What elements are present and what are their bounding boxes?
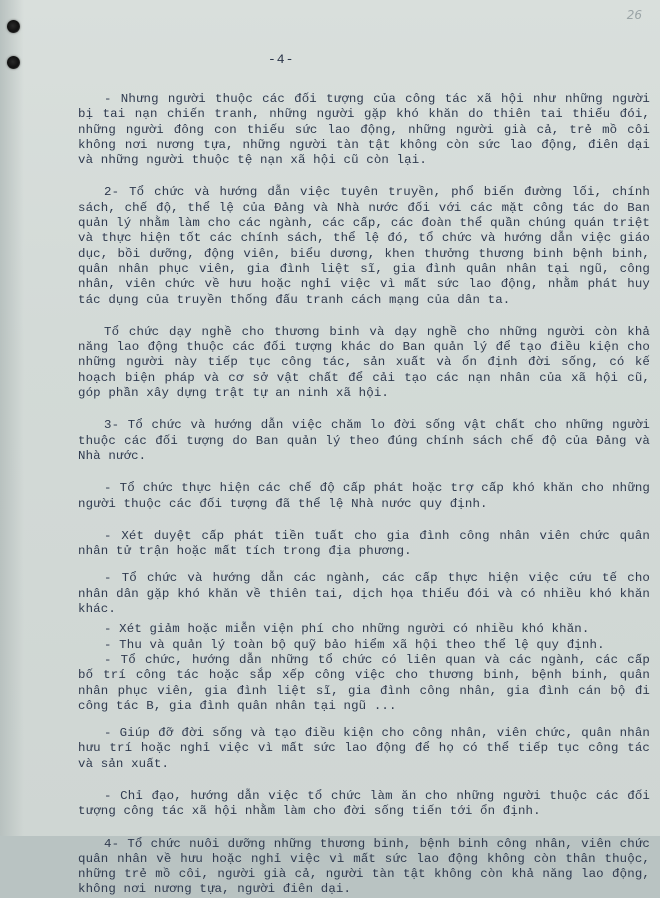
paragraph-survivor-pay: - Xét duyệt cấp phát tiền tuất cho gia đình công nhân viên chức quân nhân tử trận hoặc mất tích trong địa phương. [78,528,650,559]
paragraph-propaganda: 2- Tổ chức và hướng dẫn việc tuyên truyền, phổ biến đường lối, chính sách, chế độ, thể lệ của Đảng và Nhà nước đối với các mặt công tác do Ban quản lý nhằm làm cho các ngành, các cấp, các đoàn thể quần chúng quán triệt và thực hiện tốt các chính sách, thể lệ đó, tổ chức và hướng dẫn việc giáo dục, bồi dưỡng, động viên, biểu dương, khen thưởng thương binh bệnh binh, quân nhân phục viên, gia đình liệt sĩ, gia đình quân nhân tại ngũ, công nhân, viên chức về hưu hoặc nghỉ việc vì mất sức lao động, nhằm phát huy tác dụng của truyền thống đấu tranh cách mạng của dân ta. [78,185,650,307]
paragraph-social-targets: - Nhưng người thuộc các đối tượng của công tác xã hội như những người bị tai nạn chiến tranh, những người gặp khó khăn do thiên tai thiếu đói, những người đông con thiếu sức lao động, những người già cả, trẻ mồ côi không nơi nương tựa, những người tàn tật không còn sức lao động, điên dại và những người thuộc tệ nạn xã hội cũ còn lại. [78,92,650,168]
paragraph-allowances: - Tổ chức thực hiện các chế độ cấp phát hoặc trợ cấp khó khăn cho những người thuộc các đối tượng đã thể lệ Nhà nước quy định. [78,481,650,511]
paragraph-retiree-support: - Giúp đỡ đời sống và tạo điều kiện cho công nhân, viên chức, quân nhân hưu trí hoặc nghỉ việc vì mất sức lao động để họ có thể tiếp tục công tác và sản xuất. [78,726,650,771]
paragraph-job-placement: - Tổ chức, hướng dẫn những tổ chức có liên quan và các ngành, các cấp bố trí công tác hoặc sắp xếp công việc cho thương binh, bệnh binh, quân nhân phục viên, gia đình liệt sĩ, gia đình công nhân, gia đình cán bộ đi công tác B, gia đình quân nhân tại ngũ ... [78,652,650,713]
paragraph-insurance-fund: - Thu và quản lý toàn bộ quỹ bảo hiểm xã hội theo thể lệ quy định. [104,637,605,652]
binding-edge-shadow [0,0,24,836]
document-body [78,92,650,898]
folio-mark: 26 [626,8,642,22]
paragraph-relief: - Tổ chức và hướng dẫn các ngành, các cấp thực hiện việc cứu tế cho nhân dân gặp khó khăn về thiên tai, dịch họa thiếu đói và có nhiều khó khăn khác. [78,571,650,617]
paragraph-nurturing: 4- Tổ chức nuôi dưỡng những thương binh, bệnh binh công nhân, viên chức quân nhân về hưu hoặc nghỉ việc vì mất sức lao động không còn thân thuộc, những trẻ mồ côi, người già cả, người tàn tật không còn khả năng lao động, không nơi nương tựa, người điên dại. [78,836,650,897]
paragraph-material-care: 3- Tổ chức và hướng dẫn việc chăm lo đời sống vật chất cho những người thuộc các đối tượng do Ban quản lý theo đúng chính sách chế độ của Đảng và Nhà nước. [78,418,650,463]
page-number: -4- [268,52,295,67]
punch-hole-top [7,20,20,33]
paragraph-vocational-training: Tổ chức dạy nghề cho thương binh và dạy nghề cho những người còn khả năng lao động thuộc các đối tượng khác do Ban quản lý để tạo điều kiện cho những người này tiếp tục công tác, sản xuất và ổn định đời sống, có kế hoạch biện pháp và cơ sở vật chất để cải tạo các nạn nhân của xã hội cũ, góp phần xây dựng trật tự an ninh xã hội. [78,324,650,401]
paragraph-hospital-fees: - Xét giảm hoặc miễn viện phí cho những người có nhiều khó khăn. [104,622,590,637]
paragraph-livelihood: - Chỉ đạo, hướng dẫn việc tổ chức làm ăn cho những người thuộc các đối tượng công tác xã hội nhằm làm cho đời sống tiến tới ổn định. [78,788,650,819]
punch-hole-bottom [7,56,20,69]
